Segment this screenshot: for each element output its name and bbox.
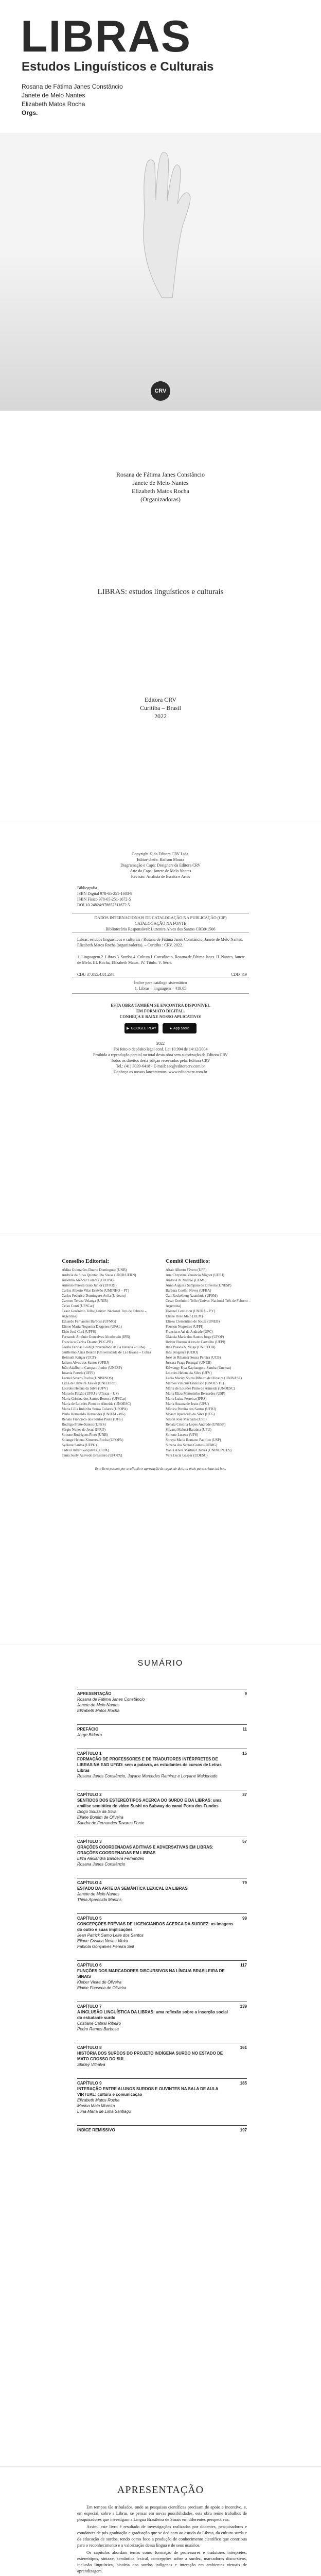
board-member: Vânia Alves Martins Chaves (UNIMONTES)	[166, 1448, 231, 1452]
board-member: Élsio José Corá (UFFS)	[62, 1330, 96, 1334]
cover-page	[0, 0, 321, 411]
board-member: Elione Maria Nogueira Diogenes (UFAL)	[62, 1325, 122, 1329]
board-member: Fauston Negreiros (UFPI)	[166, 1325, 204, 1329]
divider	[72, 993, 249, 994]
librarian: Bibliotecária Responsável: Luzenira Alves dos Santos CRB9/1506	[105, 927, 216, 931]
toc-entry-page: 117	[240, 1963, 247, 1968]
toc-entry-authors: Jorge Bidarra	[77, 1733, 102, 1737]
copyright-page	[0, 822, 321, 1233]
board-member: Helmuth Krüger (UCP)	[62, 1355, 96, 1360]
toc-entry-title: CAPÍTULO 9 INTERAÇÃO ENTRE ALUNOS SURDOS E OUVINTES NA SALA DE AULA VIRTUAL: cultura e comunicação	[77, 2081, 219, 2097]
board-member: Carlos Federico Dominguez Avila (Unieuro)	[62, 1294, 126, 1298]
board-member: Barbara Coelho Neves (UFBA)	[166, 1289, 211, 1293]
board-member: Altair Alberto Fávero (UPF)	[166, 1268, 207, 1272]
catalog-subjects: 1. Linguagem 2. Libras 3. Surdos 4. Cultura I. Constâncio, Rosana de Fátima Janes. II. Nantes, Janete de Melo. III. Rocha, Elizabeth Matos. IV. Título. V. Série.	[77, 955, 245, 965]
index-item: 1. Libras – linguagem – 419.05	[134, 986, 187, 991]
editorial-board-title: Conselho Editorial:	[62, 1258, 109, 1264]
organizer-role: (Organizadoras)	[140, 496, 181, 503]
toc-entry[interactable]	[77, 2004, 247, 2032]
google-play-icon: ▶	[126, 1027, 130, 1030]
bibliography-title: Bibliografia	[77, 886, 97, 890]
board-member: Simone Rodrigues Pinto (UNB)	[62, 1433, 108, 1437]
board-member: Suzana dos Santos Gomes (UFMG)	[166, 1443, 218, 1447]
toc-entry[interactable]	[77, 1839, 247, 1867]
toc-divider	[77, 2078, 247, 2079]
board-member: Maria de Lourdes Pinto de Almeida (UNOESC)	[166, 1386, 235, 1391]
board-member: Maria Luiza Ferreira (IFRS)	[166, 1397, 207, 1401]
board-member: Jussara Fraga Portugal (UNEB)	[166, 1361, 211, 1365]
toc-entry-title: CAPÍTULO 8 HISTÓRIA DOS SURDOS DO PROJETO INDÍGENA SURDO NO ESTADO DE MATO GROSSO DO SUL	[77, 2045, 223, 2061]
board-member: Cesar Gerónimo Tello (Univer. Nacional Tres de Febrero – Argentina)	[62, 1309, 147, 1318]
board-member: Inês Bragança (UERJ)	[166, 1350, 198, 1354]
board-member: Josania Portela (UFPI)	[62, 1371, 95, 1375]
toc-entry-page: 57	[242, 1839, 247, 1844]
cover-author: Janete de Melo Nantes	[22, 92, 85, 99]
cip-title: DADOS INTERNACIONAIS DE CATALOGAÇÃO NA PUBLICAÇÃO (CIP)	[94, 916, 227, 920]
toc-entry[interactable]	[77, 2080, 247, 2114]
board-member: Mosart Aparecido da Silva (UFG)	[166, 1412, 215, 1416]
board-member: Tadeu Oliver Gonçalves (UFPA)	[62, 1448, 109, 1452]
review-line: Revisão: Analista de Escrita e Artes	[131, 874, 190, 879]
ebook-notice	[0, 1003, 321, 1020]
toc-divider	[77, 1913, 247, 1914]
cover-illustration	[0, 133, 321, 411]
board-member: Diosnel Centurion (UNIDA – PY)	[166, 1309, 216, 1313]
toc-entry-title: CAPÍTULO 1 FORMAÇÃO DE PROFESSORES E DE TRADUTORES INTÉRPRETES DE LIBRAS NA EAD UFGD: sem a palavra, as estudantes de cursos de Letras Libras	[77, 1751, 222, 1773]
board-member: Carmen Tereza Velanga (UNIR)	[62, 1299, 109, 1303]
hand-icon	[126, 143, 198, 303]
board-member: Maria Lília Imbiriba Sousa Colares (UFOPA)	[62, 1407, 128, 1411]
board-member: Lucia Marisy Souza Ribeiro de Oliveira (UNIVASF)	[166, 1376, 242, 1380]
ebook-notice-line: EM FORMATO DIGITAL.	[136, 1009, 185, 1013]
board-member: Ilma Passos A. Veiga (UNICEUB)	[166, 1345, 216, 1349]
organizer: Elizabeth Matos Rocha	[132, 487, 189, 495]
toc-divider	[77, 1960, 247, 1961]
board-member: Sydione Santos (UEPG)	[62, 1443, 97, 1447]
board-member: Helder Buenos Aires de Carvalho (UFPI)	[166, 1340, 225, 1344]
apple-icon: ●	[169, 1026, 172, 1030]
toc-entry-authors: Eliza Alexandra Bandeira Fernandes Rosana Janes Constâncio	[77, 1856, 145, 1867]
index-title: Índice para catálogo sistemático	[134, 980, 187, 985]
google-play-label: GOOGLE PLAY	[131, 1026, 157, 1030]
board-member: Elizeu Clementino de Souza (UNEB)	[166, 1319, 220, 1324]
organizer: Janete de Melo Nantes	[132, 479, 189, 486]
board-member: Andréia N. Militão (UEMS)	[166, 1278, 207, 1282]
presentation-text	[77, 2504, 247, 2576]
toc-entry-authors: Elizabeth Matos Rocha Marina Maia Moreira Luna Maria de Lima Santiago	[77, 2098, 131, 2114]
toc-entry-page: 139	[240, 2004, 247, 2009]
board-member: Anselmo Alencar Colares (UFOPA)	[62, 1278, 114, 1282]
toc-entry[interactable]	[77, 1880, 247, 1903]
cover-author: Elizabeth Matos Rocha	[22, 100, 85, 108]
legal-prohibition: Proibida a reprodução parcial ou total desta obra sem autorização da Editora CRV	[93, 1053, 228, 1057]
app-store-label: App Store	[173, 1026, 190, 1030]
toc-title: SUMÁRIO	[137, 1659, 184, 1668]
cover-authors	[22, 82, 123, 117]
editorial-board-list	[62, 1267, 159, 1458]
board-member: Aldira Guimarães Duarte Domínguez (UNB)	[62, 1268, 127, 1272]
paragraph: Em tempos tão tribulados, onde as pesquisas científicas precisam de apoio e incentivo, e, em especial, sobre a Libras, se pensar em novas possibilidades, esta obra reúne trabalhos de pesquisadores que investigam a Língua Brasileira de Sinais em diferentes perspectivas.	[77, 2504, 247, 2522]
contact: Tel.: (41) 3039-6418 - E-mail: sac@editoracrv.com.br	[116, 1064, 205, 1069]
toc-entry-authors: Rosana de Fátima Janes Constâncio Janete de Melo Nantes Elizabeth Matos Rocha	[77, 1697, 145, 1713]
board-member: Guillermo Arias Beatón (Universidade de La Havana – Cuba)	[62, 1350, 151, 1354]
scientific-committee-title: Comitê Científico:	[166, 1258, 210, 1264]
board-member: Cati Reckelberg Azambuja (UFSM)	[166, 1294, 218, 1298]
board-member: Marcelo Paixão (UFRJ e UTexas – US)	[62, 1392, 119, 1396]
toc-entry-page: 15	[242, 1751, 247, 1756]
toc-entry[interactable]	[77, 1792, 247, 1826]
board-member: Solange Helena Ximenes-Rocha (UFOPA)	[62, 1438, 123, 1442]
board-member: Maria de Lourdes Pinto de Almeida (UNOESC)	[62, 1402, 131, 1406]
board-member: Fernando Antônio Gonçalves Alcoforado (IPB)	[62, 1335, 130, 1339]
cip-header	[0, 915, 321, 932]
board-member: Maria Suzana de Jesus (UFU)	[166, 1402, 209, 1406]
board-member: Ana Chrystina Venancio Mignot (UERJ)	[166, 1273, 224, 1277]
toc-entry[interactable]	[77, 1726, 247, 1738]
peer-review-note: Este livro passou por avaliação e aprovação às cegas de dois ou mais pareceristas ad hoc.	[95, 1467, 226, 1471]
toc-entry-page: 11	[242, 1727, 247, 1732]
website[interactable]: Conheça os nossos lançamentos: www.editoracrv.com.br	[114, 1070, 207, 1074]
toc-entry-title: CAPÍTULO 4 ESTADO DA ARTE DA SEMÂNTICA LEXICAL DA LIBRAS	[77, 1880, 188, 1891]
board-member: Nilson José Machado (USP)	[166, 1417, 207, 1421]
app-store-badge[interactable]	[163, 1023, 197, 1033]
board-member: Leonel Severo Rocha (UNISINOS)	[62, 1376, 113, 1380]
isbn-physical: ISBN Físico 978-65-251-1672-5	[77, 897, 131, 902]
cover-author: Rosana de Fátima Janes Constâncio	[22, 83, 123, 90]
board-member: Eliane Rose Maio (UEM)	[166, 1314, 203, 1318]
board-member: Kilwangy Kya Kapitango-a-Samba (Unemat)	[166, 1366, 231, 1370]
toc-divider	[77, 2125, 247, 2126]
index-block	[0, 980, 321, 991]
board-member: Silvana Malusá Baraúna (UFU)	[166, 1428, 211, 1432]
board-member: Renato Francisco dos Santos Paula (UFG)	[62, 1417, 123, 1421]
board-member: Carlos Alberto Vilar Estêvão (UMINHO – PT)	[62, 1289, 129, 1293]
toc-entry[interactable]	[77, 2127, 247, 2133]
toc-entry-title: PREFÁCIO	[77, 1727, 99, 1732]
publisher-city: Curitiba – Brasil	[140, 704, 181, 711]
board-member: João Adalberto Campato Junior (UNESP)	[62, 1366, 122, 1370]
board-member: Mônica Pereira dos Santos (UFRJ)	[166, 1407, 216, 1411]
copyright-credits	[0, 851, 321, 879]
board-member: Marcos Vinicius Francisco (UNOESTE)	[166, 1381, 224, 1385]
board-member: Antônio Pereira Gaio Júnior (UFRRJ)	[62, 1283, 117, 1287]
toc-entry[interactable]	[77, 1751, 247, 1779]
editor-line: Editor-chefe: Railson Moura	[137, 857, 184, 862]
publisher-block	[0, 696, 321, 720]
organizer: Rosana de Fátima Janes Constâncio	[116, 471, 205, 478]
toc-entry-title: CAPÍTULO 7 A INCLUSÃO LINGUÍSTICA DA LIBRAS: uma reflexão sobre a inserção social do estudante surdo	[77, 2004, 228, 2020]
board-member: Paulo Romualdo Hernandes (UNIFAL-MG)	[62, 1412, 126, 1416]
toc-entry-title: CAPÍTULO 2 SENTIDOS DOS ESTEREÓTIPOS ACERCA DO SURDO E DA LIBRAS: uma análise semiótica do vídeo Sushi no Subway do canal Porta dos Fundos	[77, 1792, 222, 1808]
toc-entry-authors: Cristiane Cabral Ribeiro Pedro Ramos Barbosa	[77, 2021, 121, 2031]
cover-title: LIBRAS	[21, 12, 192, 61]
toc-entry-page: 197	[240, 2128, 247, 2132]
ebook-notice-line: CONHEÇA E BAIXE NOSSO APLICATIVO!	[119, 1014, 202, 1019]
board-member: Francisco Carlos Duarte (PUC-PR)	[62, 1340, 113, 1344]
board-page	[0, 1233, 321, 1645]
cdd-code: CDD 419	[231, 972, 247, 977]
toc-entry-page: 9	[244, 1691, 247, 1696]
paragraph: Os capítulos abordam temas como formação de professores e tradutores intérpretes, estereótipos, sintaxe, semântica lexical, concepções sobre a surdez, marcadores discursivos, inclusão linguística, história dos surdos indígenas e interação em ambientes virtuais de aprendizagem.	[77, 2550, 247, 2573]
toc-entry-page: 79	[242, 1880, 247, 1885]
board-member: Lourdes Helena da Silva (UFV)	[62, 1386, 108, 1391]
paragraph: Assim, este livro é resultado de investigações realizadas por docentes, pesquisadores e estudantes de pós-graduação e graduação que se dedicam ao estudo da Libras, da cultura surda e da educação de surdos, tendo como foco a produção de conhecimento científico que contribua para o reconhecimento e a valorização dessa língua e de seus usuários.	[77, 2524, 247, 2548]
legal-year: 2022	[156, 1041, 165, 1046]
board-member: José de Ribamar Sousa Pereira (UCB)	[166, 1355, 221, 1360]
publisher-logo: CRV	[151, 381, 170, 401]
toc-entry[interactable]	[77, 2045, 247, 2067]
title-page	[0, 411, 321, 822]
toc-entry-page: 37	[242, 1792, 247, 1797]
board-member: Lourdes Helena da Silva (UFV)	[166, 1371, 212, 1375]
toc-entry-authors: Diogo Souza da Silva Eliane Bonfim de Oliveira Sandra de Fernandes Tavares Fonte	[77, 1809, 145, 1825]
publisher-name: Editora CRV	[144, 696, 177, 703]
board-member: Simone Lucena (UFS)	[166, 1433, 198, 1437]
board-member: Celso Conti (UFSCar)	[62, 1304, 94, 1308]
toc-entry-title: CAPÍTULO 6 FUNÇÕES DOS MARCADORES DISCURSIVOS NA LÍNGUA BRASILEIRA DE SINAIS	[77, 1963, 225, 1979]
toc-entry-title: CAPÍTULO 3 ORAÇÕES COORDENADAS ADITIVAS E ADVERSATIVAS EM LIBRAS: ORAÇÕES COORDENADAS EM LIBRAS	[77, 1839, 213, 1855]
doi: DOI 10.24824/978652511672.5	[77, 903, 130, 907]
presentation-title: APRESENTAÇÃO	[117, 2484, 204, 2496]
toc-entry[interactable]	[77, 1962, 247, 1991]
toc-entry-authors: Janete de Melo Nantes Thina Aparecida Martins	[77, 1892, 122, 1902]
board-member: Cesar Gerónimo Tello (Univer. Nacional Três de Febrero – Argentina)	[166, 1299, 251, 1308]
board-member: Andréia da Silva Quintanilha Sousa (UNIR/UFRN)	[62, 1273, 136, 1277]
board-member: Vera Lucia Gaspar (UDESC)	[166, 1453, 208, 1458]
cdu-code: CDU 37.015.4:81.234	[77, 972, 114, 977]
board-member: Sérgio Nunes de Jesus (IFRO)	[62, 1428, 106, 1432]
publisher-year: 2022	[154, 713, 167, 720]
board-member: Gláucia Maria dos Santos Jorge (UFOP)	[166, 1335, 224, 1339]
cover-art-line: Arte da Capa: Janete de Melo Nantes	[130, 869, 191, 873]
diagram-line: Diagramação e Capa: Designers da Editora CRV	[120, 863, 201, 868]
toc-entry-authors: Kleber Vieira de Oliveira Elaine Fonseca de Oliveira	[77, 1980, 127, 1990]
cover-subtitle: Estudos Linguísticos e Culturais	[22, 60, 214, 74]
legal-block	[0, 1041, 321, 1075]
board-member: Lídia de Oliveira Xavier (UNIEURO)	[62, 1381, 117, 1385]
rights: Todos os direitos desta edição reservados pela: Editora CRV	[111, 1058, 210, 1063]
scientific-committee-list	[166, 1267, 263, 1458]
catalog-entry: Libras: estudos linguísticos e culturais / Rosana de Fátima Janes Constâncio, Janete de Melo Nantes, Elizabeth Matos Rocha (organizadoras). – Curitiba : CRV, 2022.	[77, 937, 243, 947]
toc-entry-title: APRESENTAÇÃO	[77, 1691, 112, 1696]
catalog-card	[77, 937, 247, 977]
ebook-notice-line: ESTA OBRA TAMBÉM SE ENCONTRA DISPONÍVEL	[111, 1003, 210, 1008]
book-title: LIBRAS: estudos linguísticos e culturais	[97, 588, 224, 596]
toc-entry-authors: Jean Patrick Samo Leite dos Santos Eliane Cristina Neves Vieira Fabíola Gonçalves Pereira Sell	[77, 1933, 144, 1949]
board-member: Anna Augusta Sampaio de Oliveira (UNESP)	[166, 1283, 231, 1287]
board-member: Rodrigo Pratte-Santos (UFES)	[62, 1422, 106, 1427]
board-member: Soraya Maria Romano Pacífico (USP)	[166, 1438, 221, 1442]
board-member: Maria Cristina dos Santos Bezerra (UFSCar)	[62, 1397, 127, 1401]
toc-entry-title: CAPÍTULO 5 CONCEPÇÕES PRÉVIAS DE LICENCIANDOS ACERCA DA SURDEZ: as imagens do outro e suas implicações	[77, 1916, 234, 1932]
organizers-block	[0, 470, 321, 503]
board-member: Maria Eliza Mattosinho Bernardes (USP)	[166, 1392, 225, 1396]
toc-entry-authors: Shirley Vilhalva	[77, 2062, 105, 2067]
toc-entry[interactable]	[77, 1691, 247, 1714]
toc-entry-page: 99	[242, 1916, 247, 1921]
copyright-line: Copyright © da Editora CRV Ltda.	[132, 852, 189, 856]
toc-entry[interactable]	[77, 1916, 247, 1950]
board-member: Renata Cristina Lopes Andrade (UNESP)	[166, 1422, 226, 1427]
cover-header	[0, 0, 321, 76]
board-member: Eduardo Fernandes Barbosa (UFMG)	[62, 1319, 116, 1324]
table-of-contents	[0, 1645, 321, 2467]
toc-entry-page: 185	[240, 2081, 247, 2086]
isbn-digital: ISBN Digital 978-65-251-1603-9	[77, 891, 133, 896]
toc-entry-title: ÍNDICE REMISSIVO	[77, 2128, 115, 2132]
cover-orgs: Orgs.	[22, 109, 38, 116]
toc-entry-authors: Rosana Janes Constâncio, Jayane Mercedes Ramirez e Loryane Maldonado	[77, 1774, 218, 1778]
toc-divider	[77, 1724, 247, 1725]
presentation-page	[0, 2467, 321, 2576]
google-play-badge[interactable]	[124, 1023, 158, 1033]
board-member: Tania Suely Azevedo Brasileiro (UFOPA)	[62, 1453, 122, 1458]
board-member: Francisco Ari de Andrade (UFC)	[166, 1330, 213, 1334]
board-member: Gloria Fariñas León (Universidade de La Havana – Cuba)	[62, 1345, 146, 1349]
cip-subtitle: CATALOGAÇÃO NA FONTE	[134, 921, 187, 926]
bibliography-block	[77, 885, 132, 908]
board-member: Jailson Alves dos Santos (UFRJ)	[62, 1361, 109, 1365]
toc-entry-page: 161	[240, 2045, 247, 2050]
legal-deposit: Foi feito o depósito legal conf. Lei 10.994 de 14/12/2004	[113, 1047, 208, 1052]
